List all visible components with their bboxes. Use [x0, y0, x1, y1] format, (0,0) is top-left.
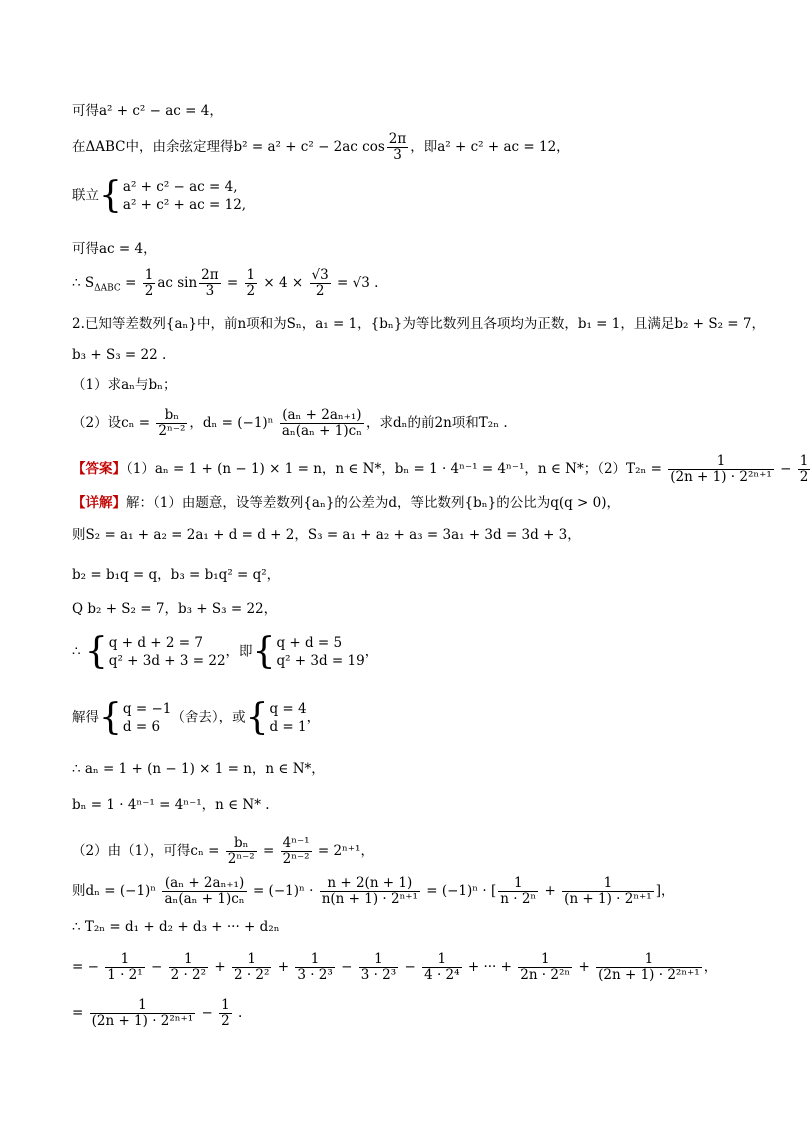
q2-b: ，dₙ = (−1)ⁿ [189, 415, 278, 431]
equation-system-4 [270, 700, 307, 736]
l10-d: + [540, 883, 561, 899]
frac-den: aₙ(aₙ + 1)cₙ [281, 423, 363, 439]
frac-num: 1 [359, 952, 398, 968]
frac-den: 1 · 2¹ [107, 967, 143, 983]
frac-num: 1 [799, 453, 809, 469]
frac-num: 1 [518, 952, 572, 968]
frac-den: (2n + 1) · 2²ⁿ⁺¹ [670, 469, 772, 485]
q2-a: （2）设cₙ = [72, 415, 155, 431]
detail-line-2: 则S₂ = a₁ + a₂ = 2a₁ + d = d + 2，S₃ = a₁ + a₂ + a₃ = 3a₁ + 3d = 3d + 3， [72, 527, 581, 543]
problem-line-1: 2.已知等差数列{aₙ}中，前n项和为Sₙ，a₁ = 1，{bₙ}为等比数列且各项均为正数，b₁ = 1，且满足b₂ + S₂ = 7， [72, 316, 765, 332]
times-4: × 4 × [259, 275, 308, 291]
frac-den: 2n · 2²ⁿ [520, 967, 571, 983]
frac-den: n · 2ⁿ [500, 891, 537, 907]
prev-line-2-b: ，即a² + c² + ac = 12， [410, 139, 570, 155]
term-1 [105, 952, 144, 983]
equation-system [123, 178, 246, 214]
l10-b: = (−1)ⁿ · [248, 883, 318, 899]
prev-line-3 [72, 175, 247, 216]
frac-num: 4ⁿ⁻¹ [282, 835, 310, 851]
frac-den: 2 · 2² [170, 967, 207, 983]
q2-c: ，求dₙ的前2n项和T₂ₙ . [366, 415, 508, 431]
problem-line-2: b₃ + S₃ = 22 . [72, 347, 167, 363]
area-s: ∴ S [72, 275, 95, 291]
prev-line-1: 可得a² + c² − ac = 4， [72, 103, 223, 119]
frac-num: 1 [169, 952, 208, 968]
solve-label: 解得 [72, 709, 99, 726]
frac-num: 1 [246, 267, 256, 283]
frac-den: 4 · 2⁴ [424, 967, 460, 983]
mid-text: （舍去），或 [171, 709, 246, 726]
frac-dn-2 [162, 876, 246, 907]
frac-num: 1 [562, 876, 654, 892]
frac-den: 3 · 2³ [297, 967, 333, 983]
detail-line-4: Q b₂ + S₂ = 7，b₃ + S₃ = 22， [72, 601, 278, 617]
frac-den: (2n + 1) · 2²ⁿ⁺¹ [91, 1013, 194, 1029]
eq-1: q = −1 [122, 701, 172, 717]
mid-text: ，即 [225, 643, 253, 660]
brace-icon: { [99, 697, 122, 738]
answer-line [72, 454, 812, 485]
frac-num: √3 [311, 267, 329, 283]
answer-tag: 【答案】 [72, 461, 126, 477]
frac-den: 2ⁿ⁻² [282, 851, 310, 867]
frac-den: 2 [315, 283, 325, 299]
frac-1-n2n [498, 876, 538, 907]
l9-b: = [258, 843, 279, 859]
eq-4: q² + 3d = 19 [276, 653, 365, 669]
frac-num: (aₙ + 2aₙ₊₁) [280, 408, 364, 424]
frac-num: bₙ [226, 836, 257, 852]
frac-num: 2π [388, 131, 407, 147]
detail-line-12: = − $\frac{1}{\text{1 · 2¹}}$ − $\frac{1}{\text{2 · 2²}}$ + $\frac{1}{\text{2 · 2²}}$ + $\frac{1}{\text{3 · 2³}}$ − $\frac{1}{\text{3 · 2³}}$ − $\frac{1}{\text{4 · 2⁴}}$ + ··· + $\frac{1}{\text{2n · 2²ⁿ}}$ + $\frac{1}{\text{(2n + 1) · 2²ⁿ⁺¹}}$ ， [72, 951, 718, 983]
detail-line-11: ∴ T₂ₙ = d₁ + d₂ + d₃ + ··· + d₂ₙ [72, 919, 280, 935]
eq-1: a² + c² − ac = 4, [122, 179, 238, 195]
frac-den: 2ⁿ⁻² [158, 423, 186, 439]
frac-num: 1 [668, 454, 774, 470]
final-half [219, 998, 232, 1029]
frac-1-n1 [562, 876, 654, 907]
question-2 [72, 408, 508, 439]
frac-num: n + 2(n + 1) [320, 876, 420, 892]
frac-den: 2 [221, 1013, 230, 1029]
frac-num: bₙ [156, 408, 187, 424]
answer-text-b: − [775, 461, 796, 477]
equation-system-1 [109, 634, 226, 670]
frac-num: 1 [144, 267, 154, 283]
detail-line-10 [72, 876, 675, 907]
detail-tag: 【详解】 [72, 495, 126, 511]
frac-den: 3 · 2³ [360, 967, 397, 983]
l13-b: − [197, 1005, 218, 1021]
prev-line-4: 可得ac = 4， [72, 241, 157, 257]
prev-line-2 [72, 132, 570, 163]
detail-l1: 解：（1）由题意，设等差数列{aₙ}的公差为d，等比数列{bₙ}的公比为q(q > 0)， [126, 495, 621, 511]
term-6 [422, 952, 461, 983]
eq-1: q + d + 2 = 7 [108, 635, 203, 651]
frac-den: 3 [393, 147, 402, 163]
answer-half [798, 454, 811, 485]
detail-line-8: bₙ = 1 · 4ⁿ⁻¹ = 4ⁿ⁻¹，n ∈ N* . [72, 797, 270, 813]
lianli-label: 联立 [72, 187, 99, 204]
answer-frac [668, 454, 774, 485]
l12-tail: ， [703, 959, 718, 975]
brace-icon: { [245, 697, 269, 738]
frac-num: 1 [295, 952, 334, 968]
eq-sign-2: = [222, 275, 243, 291]
frac-den: (2n + 1) · 2²ⁿ⁺¹ [598, 967, 700, 983]
frac-den: aₙ(aₙ + 1)cₙ [164, 891, 245, 907]
comma: ， [364, 643, 379, 660]
detail-line-1 [72, 494, 620, 512]
frac-num: 2π [201, 267, 219, 283]
eq-4: d = 1 [269, 719, 307, 735]
frac-2pi-3b [199, 268, 220, 299]
frac-den: 2 [799, 469, 809, 485]
l9-a: （2）由（1），可得cₙ = [72, 843, 224, 859]
frac-num: 1 [498, 876, 538, 892]
prev-line-2-a: 在ΔABC中，由余弦定理得b² = a² + c² − 2ac cos [72, 139, 385, 155]
frac-num: 1 [422, 952, 461, 968]
l10-c: = (−1)ⁿ · [ [421, 883, 497, 899]
frac-4n [281, 836, 312, 867]
frac-num: 1 [596, 952, 702, 968]
frac-bn [156, 408, 187, 439]
frac-den: 2ⁿ⁻² [227, 851, 255, 867]
comma: ， [306, 709, 321, 726]
brace-icon: { [84, 631, 108, 672]
sum-prefix: = − [72, 959, 104, 975]
frac-den: 2 [246, 283, 256, 299]
frac-den: 2 · 2² [233, 967, 270, 983]
eq-sign: = [120, 275, 141, 291]
prev-line-5 [72, 268, 378, 299]
frac-num: (aₙ + 2aₙ₊₁) [162, 876, 246, 892]
final-frac [90, 998, 196, 1029]
detail-line-3: b₂ = b₁q = q，b₃ = b₁q² = q²， [72, 567, 281, 583]
frac-den: (n + 1) · 2ⁿ⁺¹ [564, 891, 652, 907]
frac-sqrt3-2 [310, 268, 331, 299]
eq-2: a² + c² + ac = 12, [122, 197, 247, 213]
detail-line-9 [72, 836, 374, 867]
frac-dn [280, 408, 364, 439]
term-7 [518, 952, 572, 983]
frac-bn-2 [226, 836, 257, 867]
therefore: ∴ [72, 643, 85, 660]
frac-num: 1 [232, 952, 271, 968]
equation-system-3 [123, 700, 171, 736]
frac-den: n(n + 1) · 2ⁿ⁺¹ [321, 891, 418, 907]
question-1: （1）求aₙ与bₙ； [72, 377, 177, 393]
detail-line-7: ∴ aₙ = 1 + (n − 1) × 1 = n，n ∈ N*， [72, 761, 325, 777]
term-4 [295, 952, 334, 983]
frac-num: 1 [105, 952, 144, 968]
frac-num: 1 [221, 997, 230, 1013]
area-sub: ΔABC [94, 283, 121, 294]
frac-num: 1 [90, 998, 196, 1014]
detail-line-6 [72, 697, 321, 738]
term-5 [359, 952, 398, 983]
frac-2pi-3 [387, 132, 408, 163]
result: = √3 . [332, 275, 379, 291]
frac-n2 [320, 876, 420, 907]
answer-text-a: （1）aₙ = 1 + (n − 1) × 1 = n，n ∈ N*，bₙ = 1 · 4ⁿ⁻¹ = 4ⁿ⁻¹，n ∈ N*；（2）T₂ₙ = [126, 461, 667, 477]
frac-den: 3 [205, 283, 215, 299]
term-2 [169, 952, 208, 983]
l13-c: . [233, 1005, 243, 1021]
equation-system-2 [276, 634, 364, 670]
eq-2: q² + 3d + 3 = 22 [108, 653, 226, 669]
frac-half [143, 268, 156, 299]
frac-half-2 [245, 268, 258, 299]
eq-prefix: = [72, 1005, 88, 1021]
detail-line-5 [72, 631, 379, 672]
frac-den: 2 [144, 283, 154, 299]
ac-sin: ac sin [157, 275, 198, 291]
l9-c: = 2ⁿ⁺¹， [313, 843, 374, 859]
eq-2: d = 6 [122, 719, 161, 735]
brace-icon: { [252, 631, 276, 672]
l10-e: ]， [655, 883, 675, 899]
term-3 [232, 952, 271, 983]
term-8 [596, 952, 702, 983]
eq-3: q + d = 5 [276, 635, 343, 651]
eq-3: q = 4 [269, 701, 307, 717]
brace-icon: { [99, 175, 122, 216]
l10-a: 则dₙ = (−1)ⁿ [72, 883, 161, 899]
detail-line-13 [72, 998, 242, 1029]
